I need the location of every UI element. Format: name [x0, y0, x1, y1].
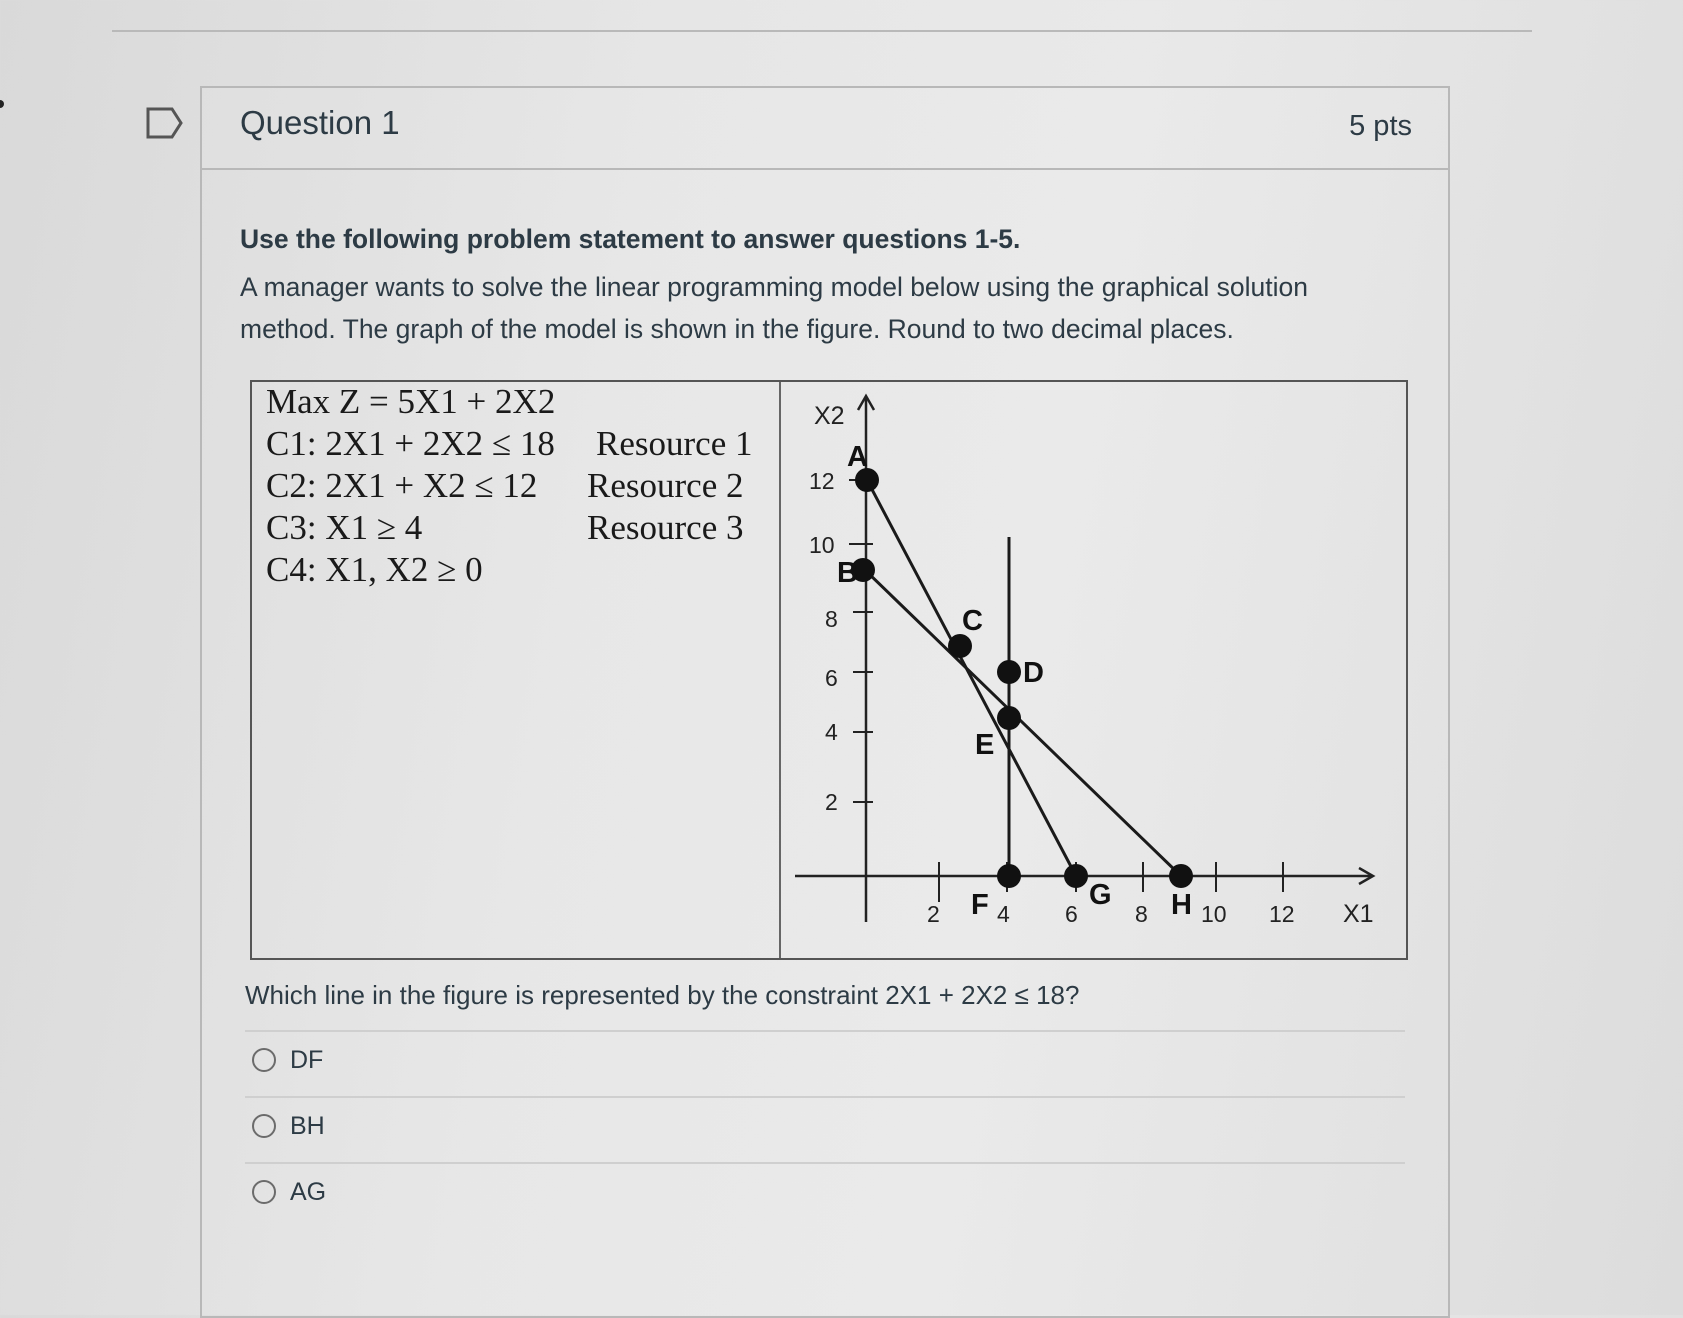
answer-label: DF	[290, 1045, 324, 1074]
question-prompt: Which line in the figure is represented by the constraint 2X1 + 2X2 ≤ 18?	[245, 980, 1080, 1010]
label-c: C	[962, 605, 983, 637]
answer-separator	[245, 1030, 1405, 1032]
label-h: H	[1171, 889, 1192, 921]
answer-label: AG	[290, 1177, 327, 1206]
objective-function: Max Z = 5X1 + 2X2	[266, 382, 556, 421]
resource-2-label: Resource 2	[587, 466, 744, 505]
answer-label: BH	[290, 1111, 325, 1140]
x-tick-6: 6	[1065, 901, 1078, 927]
point-g	[1064, 864, 1088, 888]
constraint-c1: C1: 2X1 + 2X2 ≤ 18	[266, 424, 555, 463]
answer-separator	[245, 1096, 1405, 1098]
constraint-c2: C2: 2X1 + X2 ≤ 12	[266, 466, 538, 505]
y-tick-2: 2	[825, 789, 838, 815]
label-b: B	[837, 557, 858, 589]
resource-1-label: Resource 1	[596, 424, 753, 463]
edge-dot	[0, 100, 4, 108]
y-tick-6: 6	[825, 665, 838, 691]
answer-option-ag[interactable]	[252, 1172, 326, 1212]
x-tick-4: 4	[997, 901, 1010, 927]
radio-button[interactable]	[252, 1114, 276, 1138]
radio-button[interactable]	[252, 1180, 276, 1204]
point-h	[1169, 864, 1193, 888]
point-e	[997, 706, 1021, 730]
top-divider	[112, 30, 1532, 32]
x-tick-12: 12	[1269, 901, 1295, 927]
label-e: E	[975, 729, 995, 761]
x-tick-2: 2	[927, 901, 940, 927]
question-title: Question 1	[240, 104, 400, 141]
flag-question-icon[interactable]	[146, 106, 184, 140]
constraint-c3: C3: X1 ≥ 4	[266, 508, 423, 547]
intro-text: Use the following problem statement to answer questions 1-5.	[240, 224, 1021, 254]
label-d: D	[1023, 657, 1044, 689]
problem-paragraph: A manager wants to solve the linear programming model below using the graphical solution method. The graph of the model is shown in the figure. Round to two decimal places.	[240, 272, 1308, 344]
y-axis-label: X2	[814, 402, 845, 430]
label-f: F	[971, 889, 989, 921]
x-tick-8: 8	[1135, 901, 1148, 927]
lp-graph	[781, 382, 1404, 956]
y-tick-12: 12	[809, 468, 835, 494]
point-d	[997, 660, 1021, 684]
x-tick-10: 10	[1201, 901, 1227, 927]
answer-option-bh[interactable]	[252, 1106, 325, 1146]
answer-option-df[interactable]	[252, 1040, 323, 1080]
line-bh	[865, 570, 1181, 876]
x-axis-label: X1	[1343, 900, 1374, 928]
line-ag	[867, 480, 1076, 876]
label-a: A	[847, 441, 868, 473]
problem-figure	[250, 380, 1408, 960]
question-points: 5 pts	[1349, 110, 1412, 142]
y-tick-10: 10	[809, 532, 835, 558]
label-g: G	[1089, 879, 1112, 911]
answer-separator	[245, 1162, 1405, 1164]
question-header	[202, 88, 1448, 170]
point-c	[948, 634, 972, 658]
resource-3-label: Resource 3	[587, 508, 744, 547]
constraint-c4: C4: X1, X2 ≥ 0	[266, 550, 483, 589]
y-tick-4: 4	[825, 719, 838, 745]
y-tick-8: 8	[825, 606, 838, 632]
point-f	[997, 864, 1021, 888]
radio-button[interactable]	[252, 1048, 276, 1072]
